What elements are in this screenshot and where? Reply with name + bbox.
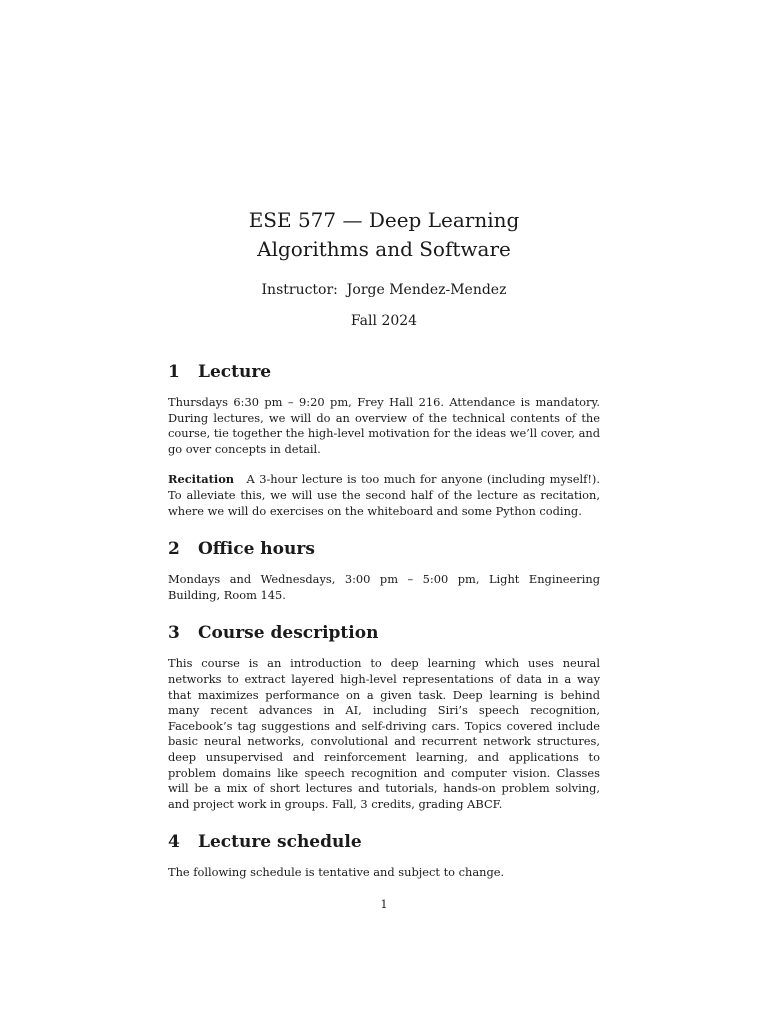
title-line-1: ESE 577 — Deep Learning <box>248 208 520 232</box>
section-heading <box>168 621 600 645</box>
section-course-description <box>168 621 600 812</box>
recitation-text: A 3-hour lecture is too much for anyone (including myself!). To alleviate this, we will use the second half of the lecture as recitation, where we will do exercises on the whiteboard and some Python coding. <box>168 472 600 518</box>
paragraph: This course is an introduction to deep learning which uses neural networks to extract layered high-level representations of data in a way that maximizes performance on a given task. Deep learning is behind many recent advances in AI, including Siri’s speech recognition, Facebook’s tag suggestions and self-driving cars. Topics covered include basic neural networks, convolutional and recurrent network structures, deep unsupervised and reinforcement learning, and applications to problem domains like speech recognition and computer vision. Classes will be a mix of short lectures and tutorials, hands-on problem solving, and project work in groups. Fall, 3 credits, grading ABCF. <box>168 656 600 811</box>
document-body <box>168 360 600 881</box>
section-lecture-schedule <box>168 830 600 881</box>
section-heading <box>168 830 600 854</box>
section-number: 3 <box>168 623 180 644</box>
section-title: Course description <box>198 623 379 644</box>
paragraph: The following schedule is tentative and subject to change. <box>168 865 505 880</box>
recitation-label: Recitation <box>168 472 235 487</box>
section-title: Lecture <box>198 362 272 382</box>
title-line-2: Algorithms and Software <box>257 237 511 261</box>
section-heading <box>168 537 600 561</box>
recitation-paragraph <box>168 472 600 519</box>
section-office-hours <box>168 537 600 603</box>
title-block <box>168 206 600 330</box>
section-number: 1 <box>168 362 180 382</box>
section-title: Office hours <box>198 539 315 560</box>
section-number: 4 <box>168 832 180 853</box>
section-number: 2 <box>168 539 180 560</box>
document-title <box>168 206 600 264</box>
page-number: 1 <box>380 898 388 911</box>
section-title: Lecture schedule <box>198 832 362 853</box>
paragraph: Thursdays 6:30 pm – 9:20 pm, Frey Hall 216. Attendance is mandatory. During lectures, we will do an overview of the technical contents of the course, tie together the high-level motivation for the ideas we’ll cover, and go over concepts in detail. <box>168 395 600 456</box>
section-heading <box>168 360 600 384</box>
author-line: Instructor: Jorge Mendez-Mendez <box>261 282 507 298</box>
paragraph: Mondays and Wednesdays, 3:00 pm – 5:00 pm, Light Engineering Building, Room 145. <box>168 572 600 602</box>
date-line: Fall 2024 <box>350 313 418 329</box>
section-lecture <box>168 360 600 519</box>
